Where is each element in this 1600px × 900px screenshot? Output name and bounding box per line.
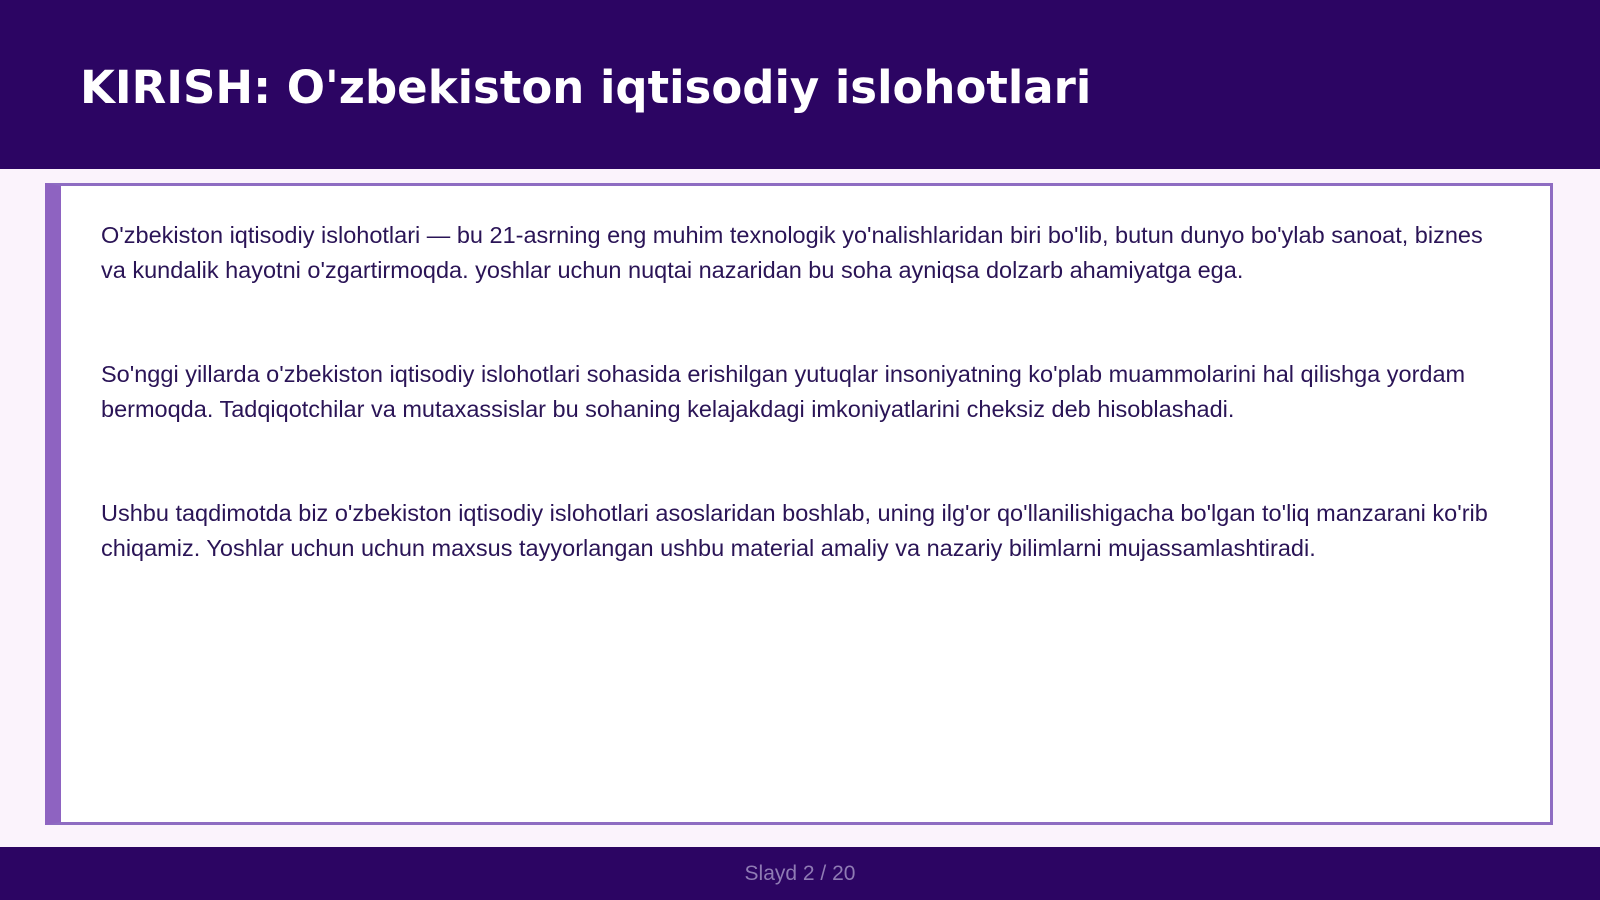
content-card bbox=[45, 183, 1553, 825]
intro-paragraph-3: Ushbu taqdimotda biz o'zbekiston iqtisodiy islohotlari asoslaridan boshlab, uning ilg'or qo'llanilishigacha bo'lgan to'liq manzarani ko'rib chiqamiz. Yoshlar uchun uchun maxsus tayyorlangan ushbu material amaliy va nazariy bilimlarni mujassamlashtiradi. bbox=[101, 500, 1488, 561]
slide-counter: Slayd 2 / 20 bbox=[744, 862, 856, 885]
slide-title: KIRISH: O'zbekiston iqtisodiy islohotlari bbox=[80, 61, 1092, 114]
intro-paragraph-1: O'zbekiston iqtisodiy islohotlari — bu 21-asrning eng muhim texnologik yo'nalishlaridan biri bo'lib, butun dunyo bo'ylab sanoat, biznes va kundalik hayotni o'zgartirmoqda. yoshlar uchun nuqtai nazaridan bu soha ayniqsa dolzarb ahamiyatga ega. bbox=[101, 222, 1483, 283]
slide-footer bbox=[0, 847, 1600, 900]
intro-paragraph-2: So'nggi yillarda o'zbekiston iqtisodiy islohotlari sohasida erishilgan yutuqlar insoniyatning ko'plab muammolarini hal qilishga yordam bermoqda. Tadqiqotchilar va mutaxassislar bu sohaning kelajakdagi imkoniyatlarini cheksiz deb hisoblashadi. bbox=[101, 361, 1466, 422]
slide-header bbox=[0, 0, 1600, 169]
